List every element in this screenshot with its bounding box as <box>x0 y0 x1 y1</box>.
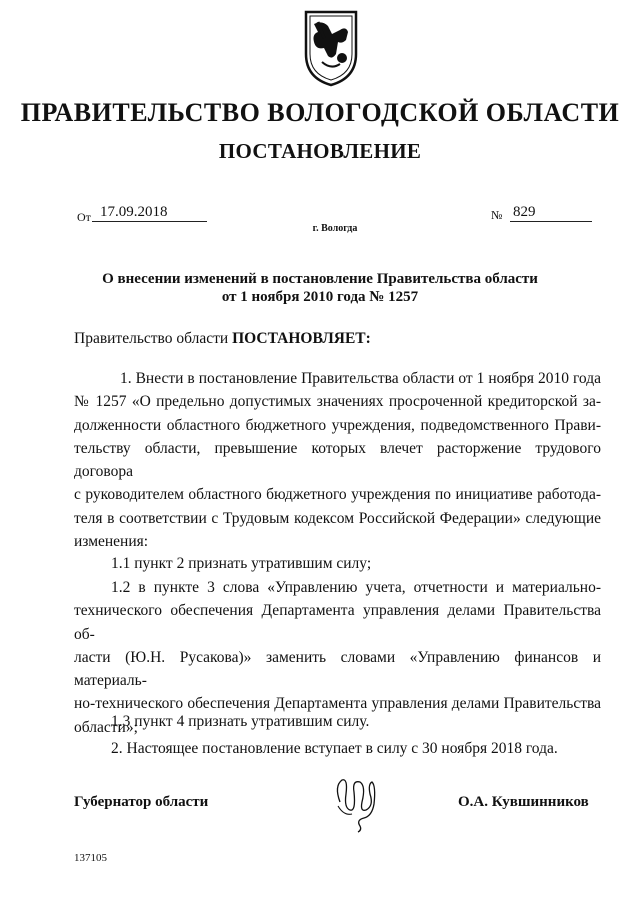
paragraph-line: 2. Настоящее постановление вступает в силу с 30 ноября 2018 года. <box>111 740 558 757</box>
paragraph-line: технического обеспечения Департамента управления делами Правительства об- <box>74 602 601 643</box>
city-label: г. Вологда <box>312 223 358 234</box>
paragraph-line: 1.3 пункт 4 признать утратившим силу. <box>111 713 370 730</box>
paragraph-line: № 1257 «О предельно допустимых значениях просроченной кредиторской за- <box>74 393 601 411</box>
subject-heading <box>0 270 640 306</box>
subject-line-1: О внесении изменений в постановление Правительства области <box>102 271 538 287</box>
paragraph-1 <box>74 367 601 553</box>
date-field: 17.09.2018 <box>92 203 207 222</box>
preamble <box>74 330 371 348</box>
paragraph-line: долженности областного бюджетного учреждения, подведомственного Прави- <box>74 416 601 434</box>
preamble-text: Правительство области <box>74 330 229 347</box>
paragraph-line: с руководителем областного бюджетного учреждения по инициативе работода- <box>74 486 601 504</box>
doc-type-title: ПОСТАНОВЛЕНИЕ <box>218 139 422 163</box>
paragraph-line: тельству области, превышение которых влечет расторжение трудового договора <box>74 439 601 481</box>
coat-of-arms-icon <box>302 8 360 88</box>
paragraph-1-1 <box>74 552 601 575</box>
paragraph-line: ласти (Ю.Н. Русакова)» заменить словами «Управлению финансов и материаль- <box>74 648 601 690</box>
paragraph-line: 1. Внести в постановление Правительства области от 1 ноября 2010 года <box>120 370 601 387</box>
paragraph-2 <box>74 737 601 760</box>
signature-icon <box>330 772 378 834</box>
paragraph-1-3 <box>74 710 601 733</box>
signer-title: Губернатор области <box>74 794 209 810</box>
paragraph-line: 1.2 в пункте 3 слова «Управлению учета, отчетности и материально- <box>111 579 601 596</box>
paragraph-line: 1.1 пункт 2 признать утратившим силу; <box>111 555 372 572</box>
org-title: ПРАВИТЕЛЬСТВО ВОЛОГОДСКОЙ ОБЛАСТИ <box>20 98 620 127</box>
subject-line-2: от 1 ноября 2010 года № 1257 <box>221 289 419 305</box>
date-label: От <box>77 210 91 224</box>
paragraph-line: области»; <box>74 718 138 736</box>
paragraph-line: но-технического обеспечения Департамента управления делами Правительства <box>74 695 601 713</box>
document-code: 137105 <box>74 852 107 864</box>
number-label: № <box>491 208 503 222</box>
number-field: 829 <box>510 203 592 222</box>
paragraph-line: изменения: <box>74 533 149 551</box>
paragraph-line: теля в соответствии с Трудовым кодексом Российской Федерации» следующие <box>74 509 601 527</box>
preamble-decree: ПОСТАНОВЛЯЕТ: <box>232 330 371 347</box>
signer-name: О.А. Кувшинников <box>458 794 589 810</box>
